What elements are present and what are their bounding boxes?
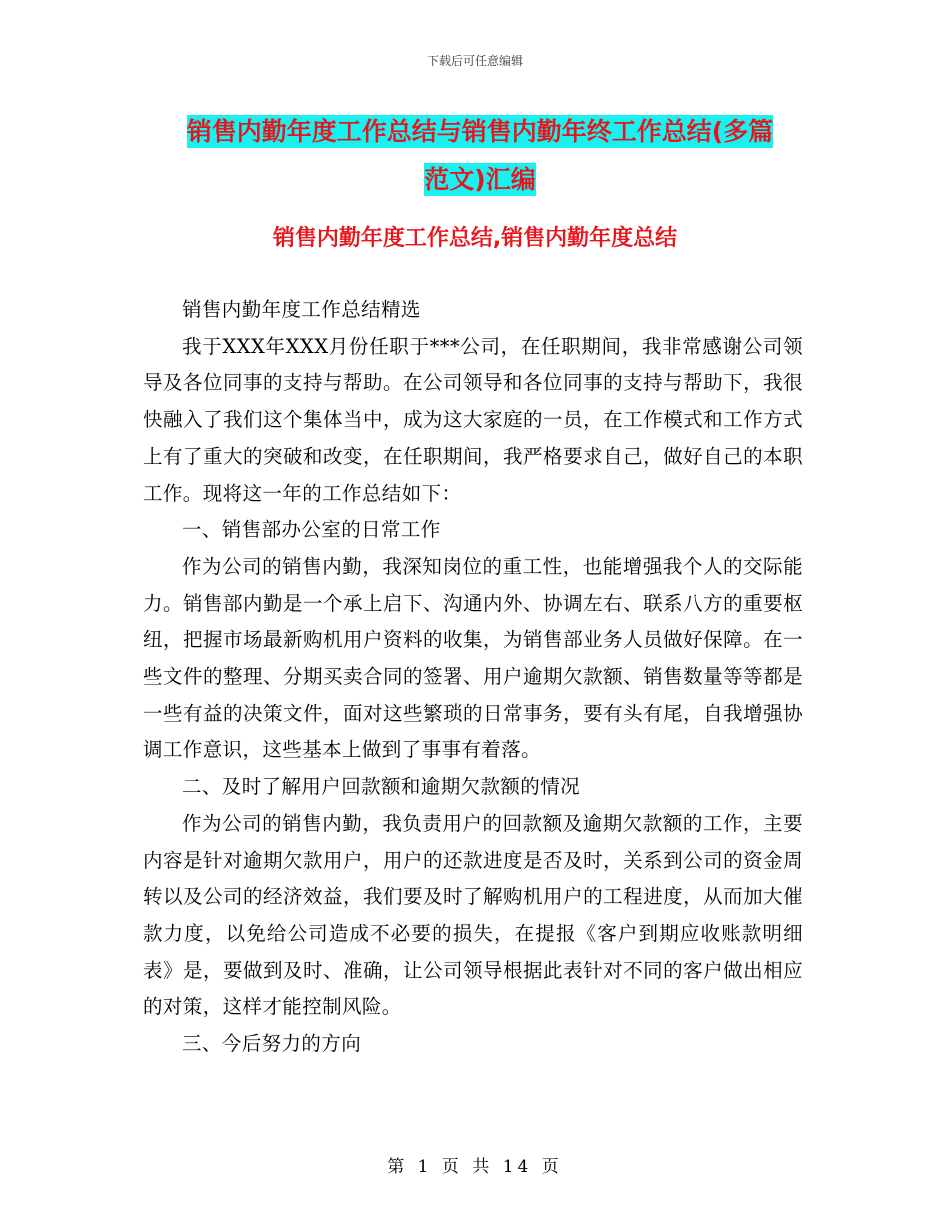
document-title	[145, 108, 815, 204]
document-title-line-2: 范文)汇编	[424, 165, 536, 194]
paragraph-section-3-heading: 三、今后努力的方向	[182, 1032, 362, 1056]
paragraph-section-1-heading: 一、销售部办公室的日常工作	[182, 518, 441, 542]
paragraph-intro-heading: 销售内勤年度工作总结精选	[182, 298, 421, 321]
section-title: 销售内勤年度工作总结,销售内勤年度总结	[272, 226, 678, 251]
paragraph-section-2: 作为公司的销售内勤，我负责用户的回款额及逾期欠款额的工作，主要内容是针对逾期欠款用户，用户的还款进度是否及时，关系到公司的资金周转以及公司的经济效益，我们要及时了解购机用户的工程进度，从而加大催款力度，以免给公司造成不必要的损失，在提报《客户到期应收账款明细表》是，要做到及时、准确，让公司领导根据此表针对不同的客户做出相应的对策，这样才能控制风险。	[143, 811, 803, 1019]
header-note: 下载后可任意编辑	[426, 54, 523, 68]
paragraph-section-1: 作为公司的销售内勤，我深知岗位的重工性，也能增强我个人的交际能力。销售部内勤是一个承上启下、沟通内外、协调左右、联系八方的重要枢纽，把握市场最新购机用户资料的收集，为销售部业务人员做好保障。在一些文件的整理、分期买卖合同的签署、用户逾期欠款额、销售数量等等都是一些有益的决策文件，面对这些繁琐的日常事务，要有头有尾，自我增强协调工作意识，这些基本上做到了事事有着落。	[143, 554, 803, 762]
document-title-line-1: 销售内勤年度工作总结与销售内勤年终工作总结(多篇	[186, 117, 774, 146]
paragraph-intro: 我于XXX年XXX月份任职于***公司，在任职期间，我非常感谢公司领导及各位同事的支持与帮助。在公司领导和各位同事的支持与帮助下，我很快融入了我们这个集体当中，成为这大家庭的一员，在工作模式和工作方式上有了重大的突破和改变，在任职期间，我严格要求自己，做好自己的本职工作。现将这一年的工作总结如下：	[143, 334, 803, 505]
page-footer: 第 1 页 共 14 页	[387, 1157, 563, 1177]
paragraph-section-2-heading: 二、及时了解用户回款额和逾期欠款额的情况	[182, 775, 581, 799]
body-text	[143, 292, 803, 1063]
